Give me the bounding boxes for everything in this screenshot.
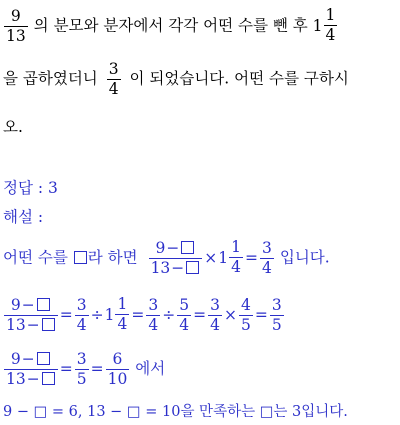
mixed-number-1-1-4: 1 $\frac{1}{4}$: [312, 6, 336, 44]
explanation-label: 해설 :: [3, 208, 44, 226]
solution-line-2: $\frac{9-}{13-}$ = $\frac{3}{4}$ ÷ 1 $\frac{1}{4}$ = $\frac{3}{4}$ ÷ $\frac{5}{4}$ = $\frac{3}{4}$ × $\frac{4}{5}$ = $\frac{3}{5}$: [6, 295, 282, 334]
fraction-9-box-13-box: $\frac{9-}{13-}$: [149, 239, 203, 278]
solution-line-1: 어떤 수를 라 하면 $\frac{9-}{13-}$ × 1 $\frac{1}{4}$ = $\frac{3}{4}$ 입니다.: [3, 238, 330, 277]
fraction-9-box-13-box: $\frac{9-}{13-}$: [4, 350, 58, 389]
question-line-3: 오.: [3, 118, 23, 136]
unknown-box: [74, 251, 87, 264]
question-line-2: [3, 60, 349, 99]
question-text-1: 의 분모와 분자에서 각각 어떤 수를 뺀 후: [33, 16, 308, 35]
question-line-1: [3, 6, 338, 46]
fraction-9-13: $\frac{9}{13}$: [6, 7, 26, 45]
question-text-2b: 이 되었습니다. 어떤 수를 구하시: [129, 69, 349, 88]
answer-label: 정답 : 3: [3, 179, 58, 197]
fraction-9-box-13-box: $\frac{9-}{13-}$: [4, 296, 58, 335]
question-text-2a: 을 곱하였더니: [3, 69, 98, 88]
solution-line-3: $\frac{9-}{13-}$ = $\frac{3}{5}$ = $\frac{6}{10}$ 에서: [6, 350, 166, 388]
solution-line-4: 9 − □ = 6, 13 − □ = 10을 만족하는 □는 3입니다.: [3, 404, 348, 420]
fraction-3-4: $\frac{3}{4}$: [108, 60, 119, 98]
